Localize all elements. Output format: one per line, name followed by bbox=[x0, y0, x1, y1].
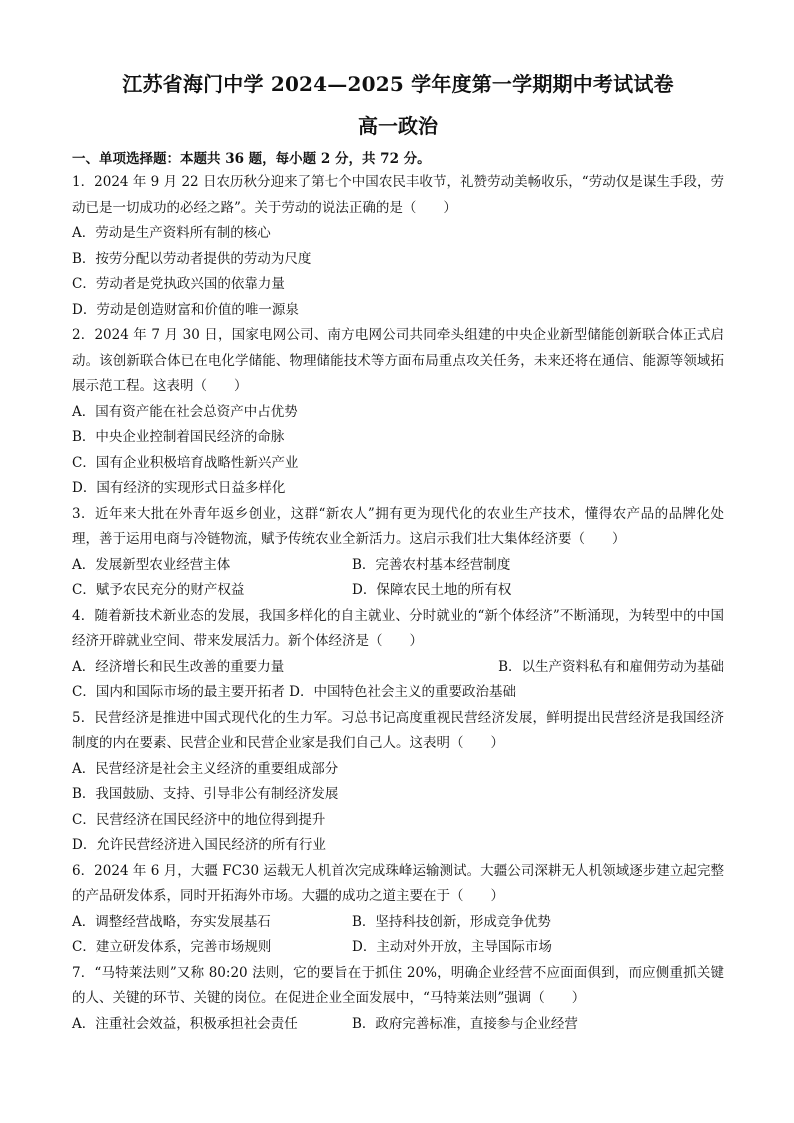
question-1 bbox=[72, 170, 724, 323]
option-c: C．国有企业积极培育战略性新兴产业 bbox=[72, 454, 299, 471]
option-b: B．政府完善标准，直接参与企业经营 bbox=[352, 1015, 578, 1032]
option-c: C．建立研发体系，完善市场规则 bbox=[72, 939, 272, 955]
option-a: A．劳动是生产资料所有制的核心 bbox=[72, 225, 271, 241]
options-row bbox=[72, 935, 724, 961]
option-d: D．主动对外开放，主导国际市场 bbox=[352, 939, 552, 955]
option-a: A．调整经营战略，夯实发展基石 bbox=[72, 913, 271, 930]
option-a: A．民营经济是社会主义经济的重要组成部分 bbox=[72, 760, 339, 777]
option-a: A．注重社会效益，积极承担社会责任 bbox=[72, 1015, 298, 1032]
question-stem: 2．2024 年 7 月 30 日，国家电网公司、南方电网公司共同牵头组建的中央企业新型储能创新联合体正式启动。该创新联合体已在电化学储能、物理储能技术等方面布局重点攻关任务，未来还将在通信、能源等领域拓展示范工程。这表明（ ） bbox=[72, 327, 724, 394]
option-d: D．劳动是创造财富和价值的唯一源泉 bbox=[72, 301, 299, 318]
option-c: C．民营经济在国民经济中的地位得到提升 bbox=[72, 811, 326, 828]
option-b: B．中央企业控制着国民经济的命脉 bbox=[72, 429, 285, 445]
question-5 bbox=[72, 706, 724, 859]
option-d: D．保障农民土地的所有权 bbox=[352, 582, 512, 598]
question-6 bbox=[72, 859, 724, 961]
option-b: B．我国鼓励、支持、引导非公有制经济发展 bbox=[72, 786, 339, 802]
exam-page bbox=[72, 70, 724, 1037]
question-7 bbox=[72, 961, 724, 1038]
question-stem: 3．近年来大批在外青年返乡创业，这群“新农人”拥有更为现代化的农业生产技术，懂得农产品的品牌化处理，善于运用电商与冷链物流，赋予传统农业全新活力。这启示我们壮大集体经济要（ ） bbox=[72, 505, 724, 547]
option-a: A．发展新型农业经营主体 bbox=[72, 556, 231, 573]
question-2 bbox=[72, 323, 724, 502]
question-stem: 4．随着新技术新业态的发展，我国多样化的自主就业、分时就业的“新个体经济”不断涌现，为转型中的中国经济开辟就业空间、带来发展活力。新个体经济是（ ） bbox=[72, 607, 724, 649]
option-d: D．允许民营经济进入国民经济的所有行业 bbox=[72, 837, 326, 853]
option-b: B．完善农村基本经营制度 bbox=[352, 556, 511, 573]
question-3 bbox=[72, 502, 724, 604]
options-row bbox=[72, 910, 724, 936]
option-b: B．按劳分配以劳动者提供的劳动为尺度 bbox=[72, 250, 312, 267]
option-c: C．赋予农民充分的财产权益 bbox=[72, 582, 245, 598]
options-row bbox=[72, 1012, 724, 1038]
options-row bbox=[72, 578, 724, 604]
exam-title: 江苏省海门中学 2024—2025 学年度第一学期期中考试试卷 bbox=[122, 72, 674, 96]
option-a: A．经济增长和民生改善的重要力量 bbox=[72, 658, 285, 675]
option-b: B．以生产资料私有和雇佣劳动为基础 bbox=[498, 658, 724, 675]
question-stem: 5．民营经济是推进中国式现代化的生力军。习总书记高度重视民营经济发展，鲜明提出民营经济是我国经济制度的内在要素、民营企业和民营企业家是我们自己人。这表明（ ） bbox=[72, 709, 724, 751]
exam-subject: 高一政治 bbox=[358, 114, 438, 138]
option-c: C．劳动者是党执政兴国的依靠力量 bbox=[72, 276, 285, 292]
options-row bbox=[72, 655, 724, 681]
question-stem: 7．“马特莱法则”又称 80:20 法则，它的要旨在于抓住 20%，明确企业经营不应面面俱到，而应侧重抓关键的人、关键的环节、关键的岗位。在促进企业全面发展中，“马特莱法则”强调（ ） bbox=[72, 964, 724, 1006]
question-stem: 6．2024 年 6 月，大疆 FC30 运载无人机首次完成珠峰运输测试。大疆公司深耕无人机领域逐步建立起完整的产品研发体系，同时开拓海外市场。大疆的成功之道主要在于（ ） bbox=[72, 862, 724, 904]
options-row bbox=[72, 553, 724, 579]
option-a: A．国有资产能在社会总资产中占优势 bbox=[72, 403, 298, 420]
option-b: B．坚持科技创新，形成竞争优势 bbox=[352, 913, 551, 930]
question-stem: 1．2024 年 9 月 22 日农历秋分迎来了第七个中国农民丰收节，礼赞劳动美畅收乐，“劳动仅是谋生手段，劳动已是一切成功的必经之路”。关于劳动的说法正确的是（ ） bbox=[72, 174, 724, 216]
option-c-d: C．国内和国际市场的最主要开拓者 D．中国特色社会主义的重要政治基础 bbox=[72, 684, 516, 700]
section-heading: 一、单项选择题：本题共 36 题，每小题 2 分，共 72 分。 bbox=[72, 151, 431, 167]
question-4 bbox=[72, 604, 724, 706]
option-d: D．国有经济的实现形式日益多样化 bbox=[72, 480, 286, 496]
